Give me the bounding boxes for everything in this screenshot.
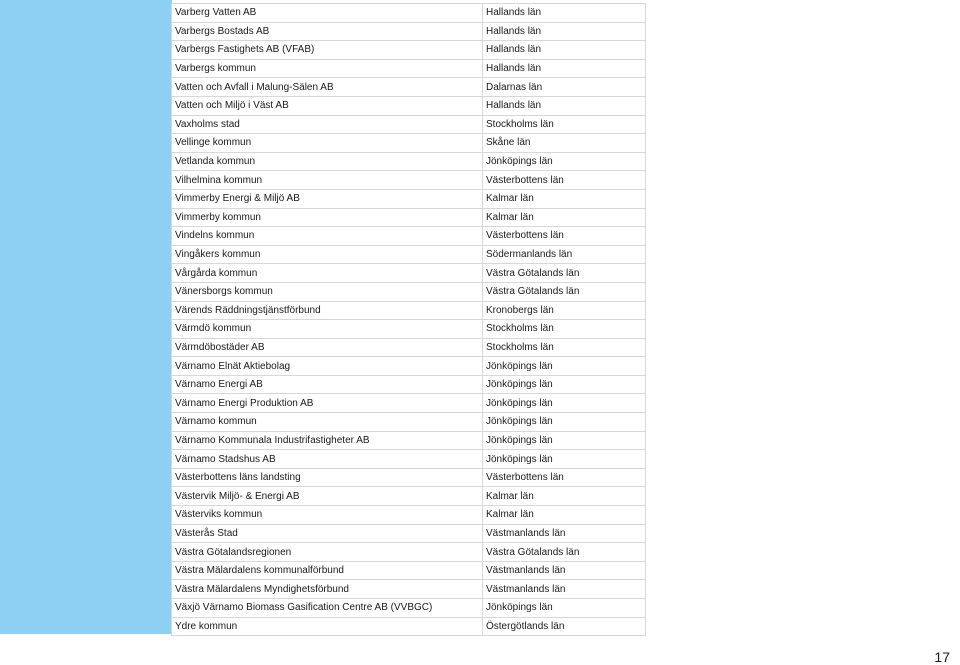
- table-row: [172, 375, 646, 394]
- table-row: [172, 264, 646, 283]
- county-cell: Stockholms län: [483, 320, 646, 339]
- county-cell: Kronobergs län: [483, 301, 646, 320]
- county-cell: Jönköpings län: [483, 357, 646, 376]
- organization-cell: Vindelns kommun: [172, 227, 483, 246]
- organization-cell: Värends Räddningstjänstförbund: [172, 301, 483, 320]
- county-cell: Jönköpings län: [483, 394, 646, 413]
- organization-cell: Västerbottens läns landsting: [172, 468, 483, 487]
- organization-cell: Vänersborgs kommun: [172, 282, 483, 301]
- organization-cell: Vilhelmina kommun: [172, 171, 483, 190]
- table-row: [172, 115, 646, 134]
- table-row: [172, 357, 646, 376]
- county-cell: Västra Götalands län: [483, 264, 646, 283]
- organization-cell: Västerviks kommun: [172, 506, 483, 525]
- organization-cell: Värnamo Kommunala Industrifastigheter AB: [172, 431, 483, 450]
- table-row: [172, 431, 646, 450]
- organization-cell: Varbergs kommun: [172, 59, 483, 78]
- table-body: [172, 4, 646, 636]
- county-cell: Västerbottens län: [483, 227, 646, 246]
- county-cell: Hallands län: [483, 96, 646, 115]
- county-cell: Jönköpings län: [483, 413, 646, 432]
- organization-cell: Västra Götalandsregionen: [172, 543, 483, 562]
- county-cell: Västra Götalands län: [483, 543, 646, 562]
- table-row: [172, 580, 646, 599]
- table-row: [172, 561, 646, 580]
- organization-cell: Varberg Vatten AB: [172, 4, 483, 23]
- table-row: [172, 227, 646, 246]
- organization-cell: Västerås Stad: [172, 524, 483, 543]
- table-row: [172, 543, 646, 562]
- table-row: [172, 245, 646, 264]
- organization-cell: Västra Mälardalens Myndighetsförbund: [172, 580, 483, 599]
- organization-cell: Västra Mälardalens kommunalförbund: [172, 561, 483, 580]
- organization-cell: Värmdöbostäder AB: [172, 338, 483, 357]
- organization-cell: Värnamo kommun: [172, 413, 483, 432]
- table-row: [172, 22, 646, 41]
- table-row: [172, 96, 646, 115]
- table-row: [172, 468, 646, 487]
- county-cell: Västra Götalands län: [483, 282, 646, 301]
- organization-cell: Värnamo Elnät Aktiebolag: [172, 357, 483, 376]
- table-row: [172, 208, 646, 227]
- county-cell: Västmanlands län: [483, 580, 646, 599]
- county-cell: Stockholms län: [483, 338, 646, 357]
- county-cell: Jönköpings län: [483, 152, 646, 171]
- sidebar-band: [0, 0, 172, 634]
- county-cell: Stockholms län: [483, 115, 646, 134]
- page-number: 17: [934, 649, 950, 665]
- organization-cell: Ydre kommun: [172, 617, 483, 636]
- county-cell: Södermanlands län: [483, 245, 646, 264]
- county-cell: Hallands län: [483, 41, 646, 60]
- county-cell: Jönköpings län: [483, 375, 646, 394]
- county-cell: Kalmar län: [483, 487, 646, 506]
- table-row: [172, 171, 646, 190]
- county-cell: Jönköpings län: [483, 599, 646, 618]
- county-cell: Västmanlands län: [483, 561, 646, 580]
- table-row: [172, 413, 646, 432]
- table-row: [172, 487, 646, 506]
- county-cell: Västerbottens län: [483, 171, 646, 190]
- organization-cell: Vårgårda kommun: [172, 264, 483, 283]
- county-cell: Dalarnas län: [483, 78, 646, 97]
- organization-cell: Värnamo Energi Produktion AB: [172, 394, 483, 413]
- table-row: [172, 394, 646, 413]
- organization-cell: Värnamo Stadshus AB: [172, 450, 483, 469]
- organization-cell: Vellinge kommun: [172, 134, 483, 153]
- organization-cell: Västervik Miljö- & Energi AB: [172, 487, 483, 506]
- table-row: [172, 617, 646, 636]
- county-cell: Kalmar län: [483, 506, 646, 525]
- table-row: [172, 524, 646, 543]
- county-cell: Hallands län: [483, 4, 646, 23]
- organization-cell: Vimmerby Energi & Miljö AB: [172, 189, 483, 208]
- organization-cell: Växjö Värnamo Biomass Gasification Centre AB (VVBGC): [172, 599, 483, 618]
- table-row: [172, 506, 646, 525]
- county-cell: Kalmar län: [483, 208, 646, 227]
- table-row: [172, 450, 646, 469]
- table-row: [172, 282, 646, 301]
- organization-cell: Vaxholms stad: [172, 115, 483, 134]
- county-cell: Hallands län: [483, 22, 646, 41]
- organization-cell: Värmdö kommun: [172, 320, 483, 339]
- table-row: [172, 4, 646, 23]
- organization-cell: Värnamo Energi AB: [172, 375, 483, 394]
- table-row: [172, 59, 646, 78]
- organization-cell: Vatten och Miljö i Väst AB: [172, 96, 483, 115]
- county-cell: Jönköpings län: [483, 431, 646, 450]
- county-cell: Västerbottens län: [483, 468, 646, 487]
- organization-cell: Vatten och Avfall i Malung-Sälen AB: [172, 78, 483, 97]
- table-row: [172, 301, 646, 320]
- organization-table: [171, 3, 646, 636]
- organization-cell: Vimmerby kommun: [172, 208, 483, 227]
- county-cell: Skåne län: [483, 134, 646, 153]
- organization-cell: Vetlanda kommun: [172, 152, 483, 171]
- organization-cell: Varbergs Fastighets AB (VFAB): [172, 41, 483, 60]
- county-cell: Östergötlands län: [483, 617, 646, 636]
- county-cell: Kalmar län: [483, 189, 646, 208]
- county-cell: Hallands län: [483, 59, 646, 78]
- table-row: [172, 599, 646, 618]
- county-cell: Jönköpings län: [483, 450, 646, 469]
- table-row: [172, 134, 646, 153]
- organization-cell: Vingåkers kommun: [172, 245, 483, 264]
- organization-cell: Varbergs Bostads AB: [172, 22, 483, 41]
- table-row: [172, 320, 646, 339]
- table-row: [172, 338, 646, 357]
- table-row: [172, 189, 646, 208]
- table-row: [172, 152, 646, 171]
- county-cell: Västmanlands län: [483, 524, 646, 543]
- table-row: [172, 41, 646, 60]
- table-row: [172, 78, 646, 97]
